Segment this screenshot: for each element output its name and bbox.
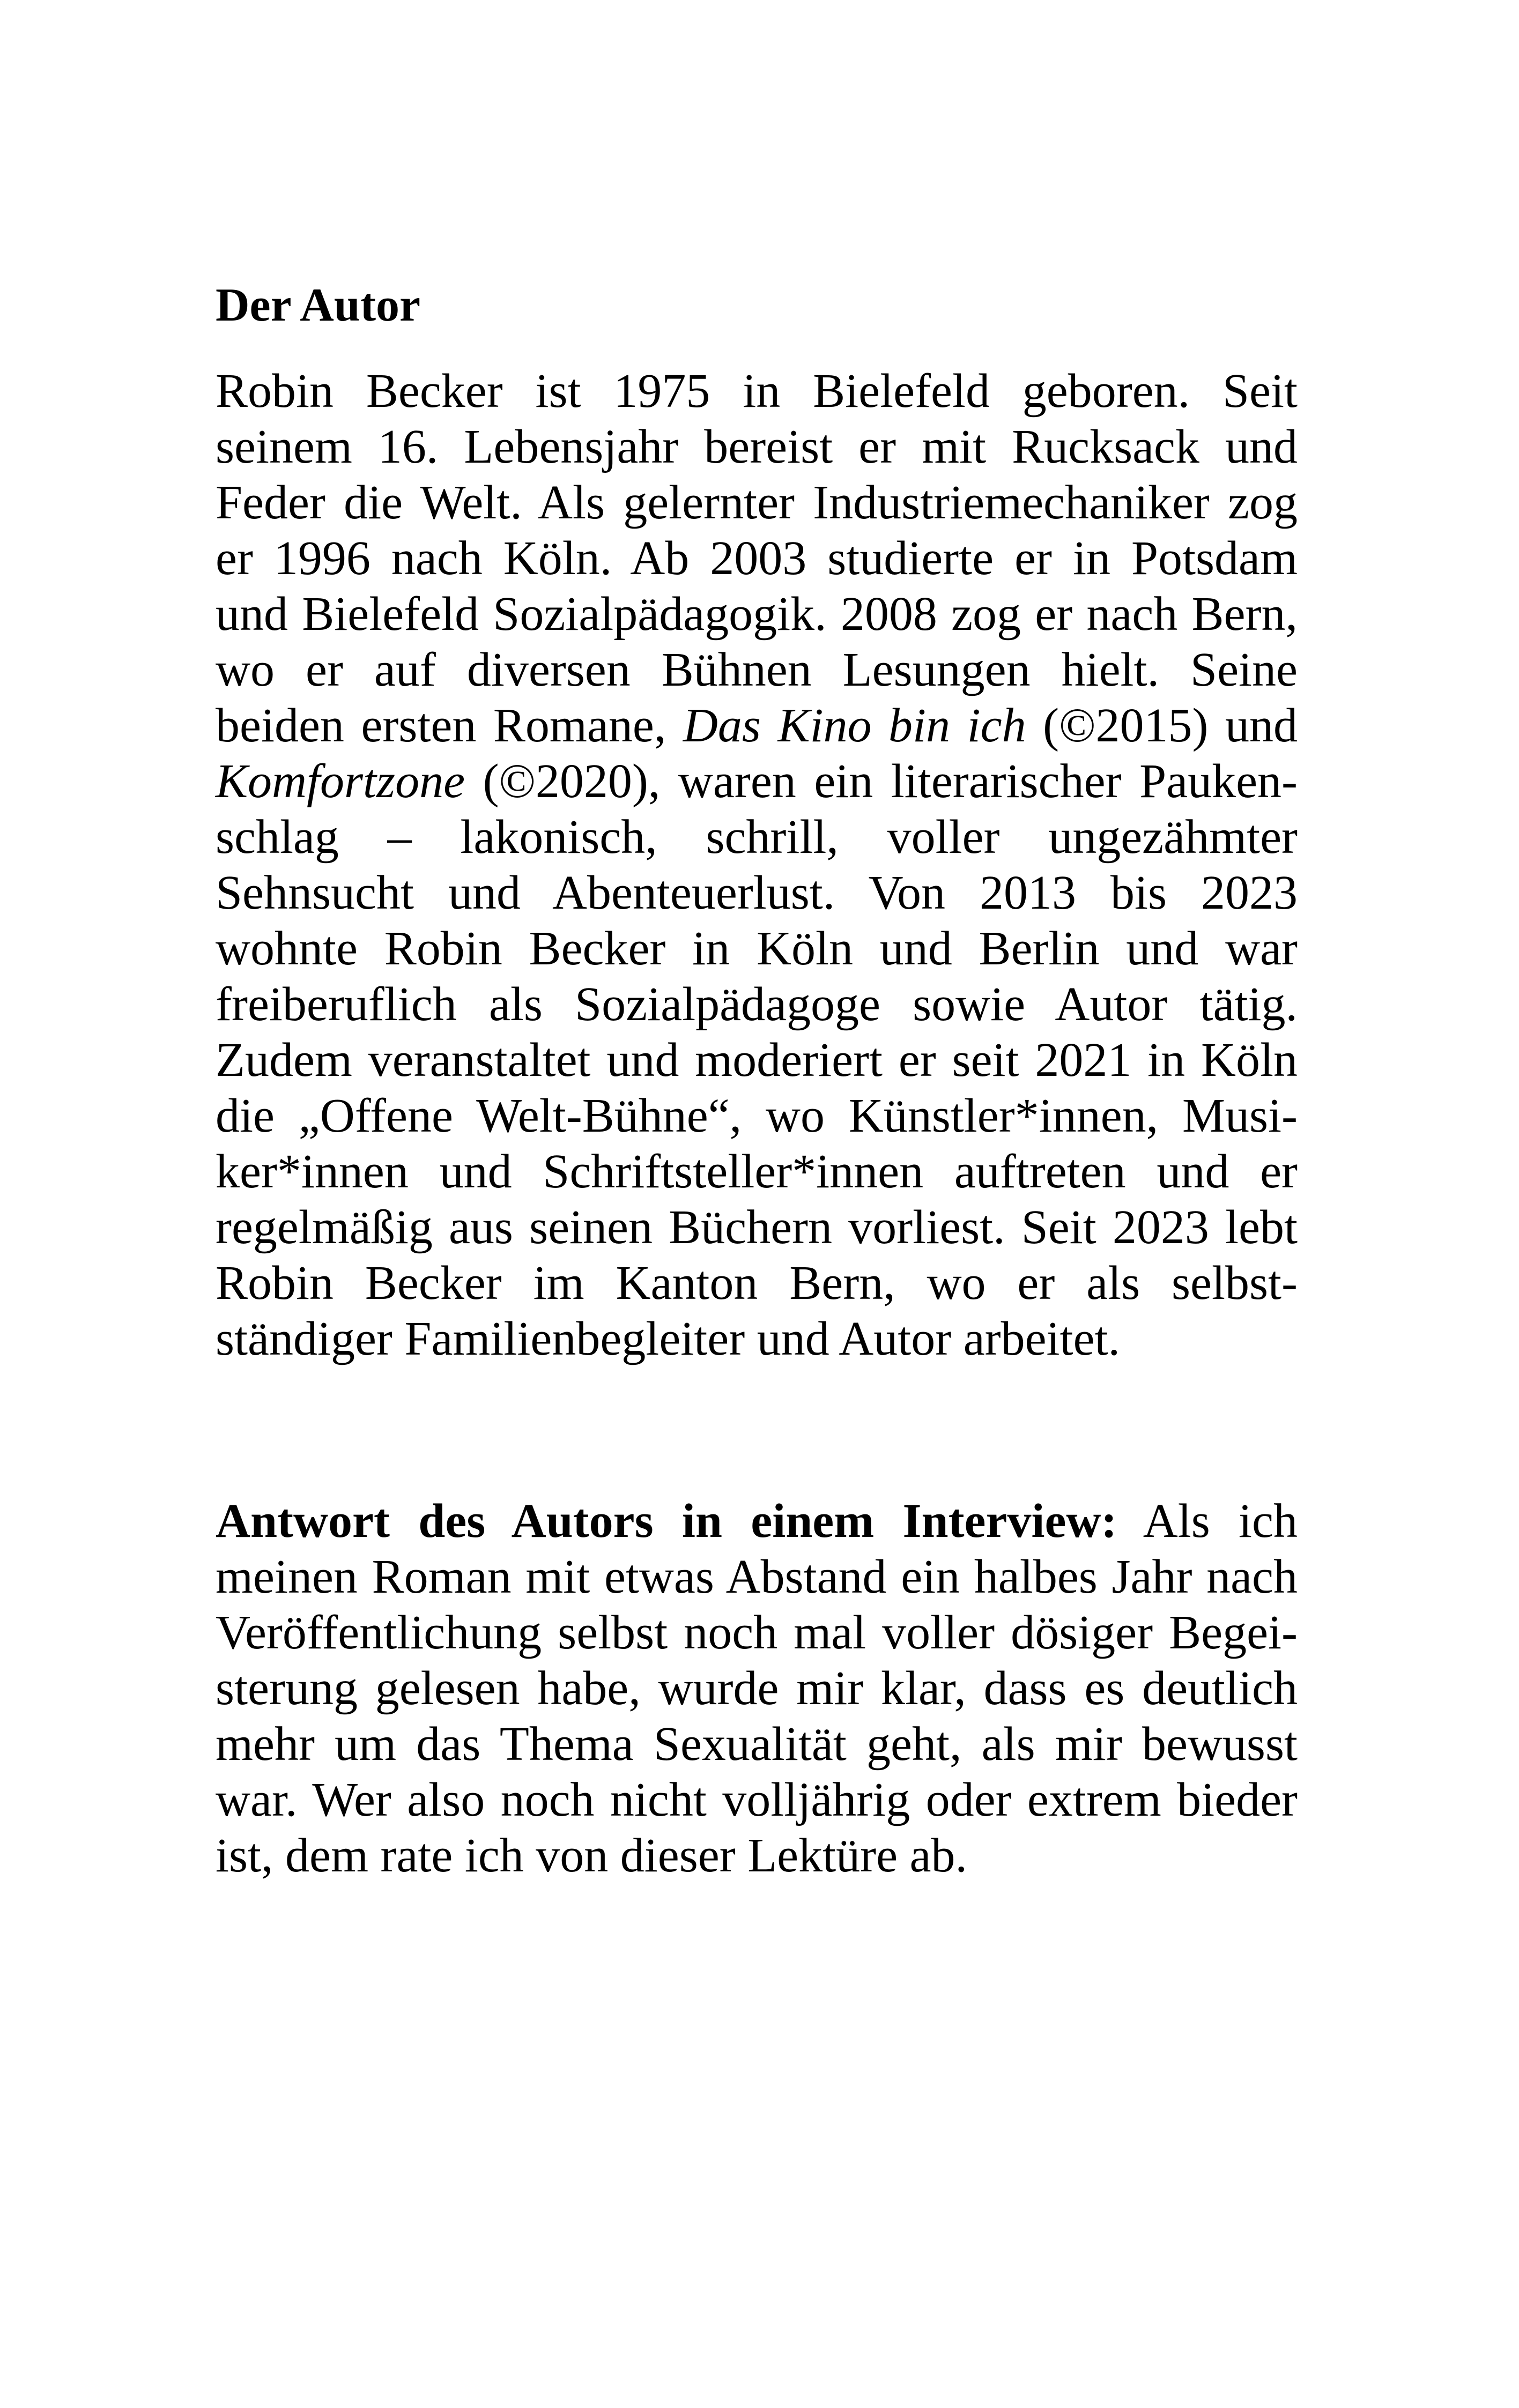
bio-line: seinem 16. Lebensjahr bereist er mit Rucksack und (216, 420, 1298, 473)
bio-line: Sehnsucht und Abenteuerlust. Von 2013 bis 2023 (216, 866, 1298, 919)
section-heading-author: Der Autor (216, 279, 421, 331)
bio-line: freiberuflich als Sozialpädagoge sowie Autor tätig. (216, 978, 1298, 1031)
interview-line: Veröffentlichung selbst noch mal voller dösiger Begei- (216, 1606, 1298, 1659)
bio-line: Feder die Welt. Als gelernter Industriemechaniker zog (216, 476, 1298, 529)
bio-line: er 1996 nach Köln. Ab 2003 studierte er in Potsdam (216, 532, 1298, 585)
interview-text: Als ich (1117, 1495, 1298, 1548)
bio-text: (©2020), waren ein literarischer Pauken- (465, 755, 1298, 808)
interview-line: meinen Roman mit etwas Abstand ein halbes Jahr nach (216, 1550, 1298, 1603)
interview-line: mehr um das Thema Sexualität geht, als mir bewusst (216, 1718, 1298, 1771)
interview-label: Antwort des Autors in einem Interview: (216, 1495, 1117, 1548)
bio-line: Robin Becker ist 1975 in Bielefeld geboren. Seit (216, 365, 1298, 418)
bio-line: und Bielefeld Sozialpädagogik. 2008 zog er nach Bern, (216, 588, 1298, 641)
bio-line: ker*innen und Schriftsteller*innen auftreten und er (216, 1145, 1298, 1198)
bio-line: ständiger Familienbegleiter und Autor arbeitet. (216, 1312, 1121, 1365)
author-interview-answer (216, 1493, 1298, 1884)
bio-line: schlag – lakonisch, schrill, voller ungezähmter (216, 811, 1298, 864)
bio-line: Robin Becker im Kanton Bern, wo er als selbst- (216, 1257, 1298, 1310)
interview-line: war. Wer also noch nicht volljährig oder extrem bieder (216, 1773, 1298, 1826)
bio-line: wo er auf diversen Bühnen Lesungen hielt. Seine (216, 643, 1298, 696)
bio-line: regelmäßig aus seinen Büchern vorliest. Seit 2023 lebt (216, 1201, 1298, 1254)
interview-line (216, 1493, 1298, 1549)
bio-line: Zudem veranstaltet und moderiert er seit 2021 in Köln (216, 1034, 1298, 1087)
author-biography (216, 363, 1298, 1367)
bio-line: wohnte Robin Becker in Köln und Berlin und war (216, 922, 1298, 975)
interview-line: sterung gelesen habe, wurde mir klar, dass es deutlich (216, 1662, 1298, 1715)
book-title-komfortzone: Komfortzone (216, 755, 465, 808)
bio-text: (©2015) und (1026, 699, 1298, 752)
bio-line (216, 698, 1298, 754)
bio-line (216, 754, 1298, 809)
bio-line: die „Offene Welt-Bühne“, wo Künstler*innen, Musi- (216, 1089, 1298, 1142)
book-title-das-kino-bin-ich: Das Kino bin ich (683, 699, 1026, 752)
interview-line: ist, dem rate ich von dieser Lektüre ab. (216, 1829, 967, 1882)
bio-text: beiden ersten Romane, (216, 699, 683, 752)
